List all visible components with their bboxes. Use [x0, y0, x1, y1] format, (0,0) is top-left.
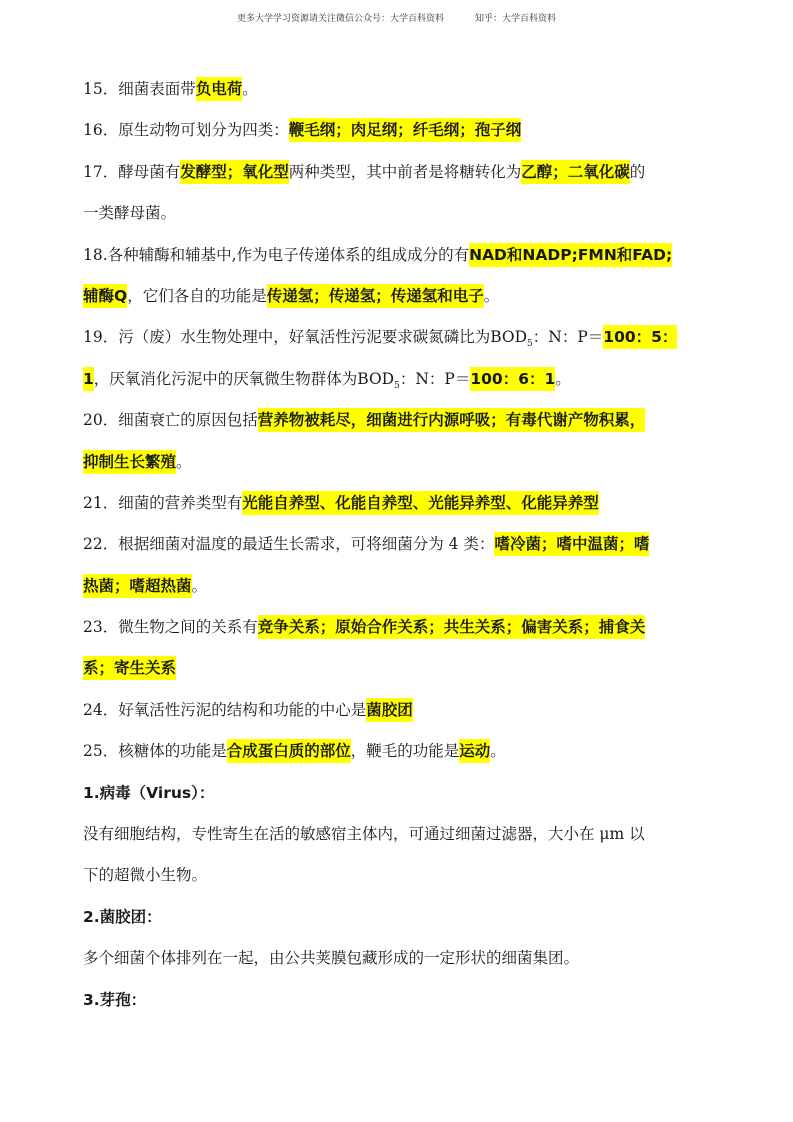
question-19-line1	[83, 317, 709, 358]
definition-2-title: 2.菌胶团：	[83, 907, 162, 926]
q23-text: 23．微生物之间的关系有	[83, 618, 258, 637]
q20-text: 20．细菌衰亡的原因包括	[83, 411, 258, 430]
question-23-line1	[83, 607, 709, 648]
q18-answer-3: 传递氢；传递氢；传递氢和电子	[267, 284, 484, 308]
q18-text: 18.各种辅酶和辅基中,作为电子传递体系的组成成分的有	[83, 245, 470, 264]
q19-text-2: ，厌氧消化污泥中的厌氧微生物群体为BOD	[93, 369, 395, 388]
q25-mid: ，鞭毛的功能是	[350, 742, 460, 761]
q24-answer: 菌胶团	[366, 698, 413, 722]
q17-answer-2: 乙醇；二氧化碳	[521, 160, 630, 184]
q15-end: 。	[242, 80, 258, 98]
q17-cont: 一类酵母菌。	[83, 204, 177, 223]
question-18-line1	[83, 235, 709, 276]
q16-answer: 鞭毛纲；肉足纲；纤毛纲；孢子纲	[289, 118, 522, 142]
q21-text: 21．细菌的营养类型有	[83, 493, 243, 512]
q19-subscript-2: 5	[394, 380, 400, 391]
question-17-line1	[83, 152, 709, 193]
definition-1-title: 1.病毒（Virus）：	[83, 783, 215, 802]
q19-answer-3: 100：6：1	[470, 367, 555, 391]
header-left: 更多大学学习资源请关注微信公众号：大学百科资料	[237, 14, 445, 24]
q18-mid: ，它们各自的功能是	[127, 286, 267, 305]
q23-answer-2: 系；寄生关系	[83, 656, 176, 680]
q19-mid-2: ：N：P＝	[399, 369, 471, 388]
q17-text: 17．酵母菌有	[83, 162, 181, 181]
definition-2-line1: 多个细菌个体排列在一起，由公共荚膜包藏形成的一定形状的细菌集团。	[83, 949, 580, 968]
definition-1-line2: 下的超微小生物。	[83, 866, 208, 885]
page-header	[0, 11, 793, 24]
q20-answer-1: 营养物被耗尽，细菌进行内源呼吸；有毒代谢产物积累，	[258, 408, 646, 432]
q22-answer-1: 嗜冷菌；嗜中温菌；嗜	[494, 532, 649, 556]
header-right: 知乎：大学百科资料	[474, 14, 556, 24]
q16-text: 16．原生动物可划分为四类：	[83, 121, 289, 140]
q25-post: 。	[490, 742, 506, 761]
q25-answer-1: 合成蛋白质的部位	[227, 739, 351, 763]
q24-text: 24．好氧活性污泥的结构和功能的中心是	[83, 700, 367, 719]
question-17-line2	[83, 193, 709, 234]
document-body	[83, 69, 709, 1021]
q23-answer-1: 竞争关系；原始合作关系；共生关系；偏害关系；捕食关	[258, 615, 646, 639]
question-22-line1	[83, 524, 709, 565]
q18-answer-1: NAD和NADP;FMN和FAD;	[469, 243, 672, 267]
q17-mid: 两种类型，其中前者是将糖转化为	[288, 162, 522, 181]
q22-post: 。	[191, 576, 208, 595]
q19-answer-1: 100：5：	[603, 325, 677, 349]
question-24	[83, 690, 709, 731]
question-20-line2	[83, 442, 709, 483]
q18-post: 。	[483, 286, 500, 305]
q19-text: 19．污（废）水生物处理中，好氧活性污泥要求碳氮磷比为BOD	[83, 328, 528, 347]
q19-answer-2: 1	[83, 367, 94, 391]
q25-answer-2: 运动	[459, 739, 490, 763]
question-21	[83, 483, 709, 524]
definition-1-line1: 没有细胞结构，专性寄生在活的敏感宿主体内，可通过细菌过滤器，大小在 μm 以	[83, 825, 645, 844]
q15-answer: 负电荷	[196, 77, 243, 101]
q22-answer-2: 热菌；嗜超热菌	[83, 574, 192, 598]
q17-post: 的	[629, 162, 646, 181]
q19-mid: ：N：P＝	[532, 328, 604, 347]
q20-post: 。	[176, 452, 192, 471]
question-25	[83, 731, 709, 772]
q19-post: 。	[555, 369, 571, 388]
question-16	[83, 110, 709, 151]
q19-subscript-1: 5	[527, 339, 533, 350]
question-20-line1	[83, 400, 709, 441]
definition-3-title: 3.芽孢：	[83, 990, 147, 1009]
q21-answer: 光能自养型、化能自养型、光能异养型、化能异养型	[242, 491, 599, 515]
q17-answer-1: 发酵型；氧化型	[180, 160, 289, 184]
q25-text: 25．核糖体的功能是	[83, 742, 227, 761]
q15-text: 15．细菌表面带	[83, 80, 196, 98]
question-19-line2	[83, 359, 709, 400]
q20-answer-2: 抑制生长繁殖	[83, 450, 176, 474]
q22-text: 22．根据细菌对温度的最适生长需求，可将细菌分为 4 类：	[83, 535, 495, 554]
question-18-line2	[83, 276, 709, 317]
question-23-line2	[83, 648, 709, 689]
question-15	[83, 69, 709, 110]
q18-answer-2: 辅酶Q	[83, 284, 127, 308]
question-22-line2	[83, 566, 709, 607]
